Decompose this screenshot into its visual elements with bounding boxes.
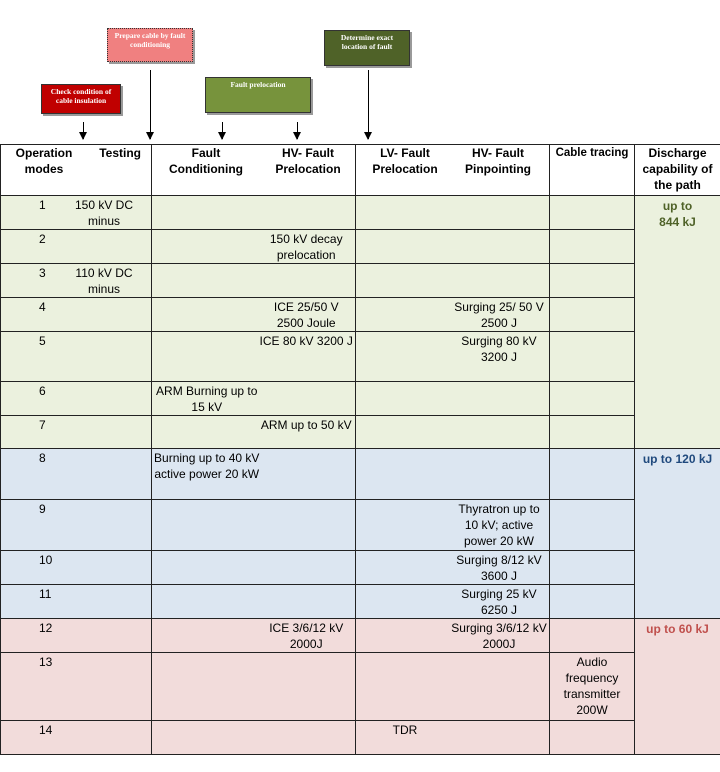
mode-testing-cell	[1, 585, 152, 619]
mode-testing-cell	[1, 551, 152, 585]
conditioning-prelocation-cell	[152, 382, 356, 416]
conditioning-prelocation-cell	[152, 721, 356, 755]
arrow-prelocation-left	[222, 122, 223, 139]
conditioning-prelocation-cell	[152, 416, 356, 449]
fault-conditioning-value	[154, 299, 259, 331]
lv-pinpointing-cell	[356, 382, 550, 416]
header-operation-modes: Operation modes	[15, 146, 73, 176]
conditioning-prelocation-cell	[152, 449, 356, 500]
table-row	[1, 196, 720, 230]
testing-value	[73, 722, 135, 738]
hv-prelocation-value: ICE 25/50 V 2500 Joule	[273, 300, 339, 330]
mode-number: 4	[39, 300, 46, 314]
testing-value: 150 kV DC minus	[74, 198, 134, 228]
testing-value	[73, 231, 135, 247]
fault-conditioning-value	[154, 231, 259, 263]
lv-pinpointing-cell	[356, 653, 550, 721]
conditioning-prelocation-cell	[152, 653, 356, 721]
lv-prelocation-value	[362, 586, 448, 618]
cable-tracing-value: Audio frequency transmitter 200W	[550, 653, 635, 721]
mode-testing-cell	[1, 264, 152, 298]
table-row	[1, 416, 720, 449]
table-row	[1, 332, 720, 382]
lv-pinpointing-cell	[356, 551, 550, 585]
header-modes-testing	[1, 145, 152, 196]
arrow-exact-location	[368, 70, 369, 139]
conditioning-prelocation-cell	[152, 500, 356, 551]
exact-location-callout: Determine exact location of fault	[324, 30, 410, 66]
conditioning-prelocation-cell	[152, 619, 356, 653]
conditioning-prelocation-cell	[152, 196, 356, 230]
mode-number: 13	[39, 655, 53, 669]
header-testing: Testing	[99, 146, 141, 160]
cable-tracing-value	[550, 196, 635, 230]
fault-prelocation-callout: Fault prelocation	[205, 77, 311, 113]
table-row	[1, 653, 720, 721]
prepare-cable-callout: Prepare cable by fault conditioning	[107, 28, 193, 62]
mode-testing-cell	[1, 449, 152, 500]
table-row	[1, 551, 720, 585]
hv-pinpointing-value	[451, 722, 547, 738]
table-row	[1, 585, 720, 619]
hv-prelocation-value	[259, 450, 353, 482]
testing-value	[73, 586, 135, 602]
lv-pinpointing-cell	[356, 196, 550, 230]
conditioning-prelocation-cell	[152, 298, 356, 332]
discharge-blue-value: up to 120 kJ	[635, 449, 720, 619]
mode-number: 11	[39, 587, 52, 601]
lv-pinpointing-cell	[356, 619, 550, 653]
testing-value	[73, 552, 135, 568]
header-fault-conditioning: Fault Conditioning	[169, 146, 243, 176]
mode-number: 9	[39, 502, 46, 516]
testing-value	[73, 383, 135, 399]
cable-tracing-value	[550, 298, 635, 332]
testing-value	[73, 299, 135, 315]
mode-testing-cell	[1, 721, 152, 755]
header-hv-pinpointing: HV- Fault Pinpointing	[465, 146, 531, 176]
cable-tracing-value	[550, 721, 635, 755]
hv-pinpointing-value: Surging 3/6/12 kV 2000J	[451, 621, 547, 651]
conditioning-prelocation-cell	[152, 551, 356, 585]
mode-number: 10	[39, 553, 53, 567]
mode-testing-cell	[1, 500, 152, 551]
lv-prelocation-value: TDR	[392, 723, 418, 737]
hv-prelocation-value: ARM up to 50 kV	[260, 418, 352, 432]
cable-tracing-value	[550, 551, 635, 585]
mode-number: 8	[39, 451, 46, 465]
lv-pinpointing-cell	[356, 500, 550, 551]
check-insulation-callout: Check condition of cable insulation	[41, 84, 121, 114]
cable-tracing-value	[550, 416, 635, 449]
operation-modes-table	[0, 144, 720, 755]
hv-pinpointing-value: Thyratron up to 10 kV; active power 20 kW	[458, 502, 540, 548]
header-conditioning-prelocation	[152, 145, 356, 196]
conditioning-prelocation-cell	[152, 264, 356, 298]
cable-tracing-value	[550, 585, 635, 619]
hv-prelocation-value	[259, 383, 353, 415]
lv-pinpointing-cell	[356, 332, 550, 382]
testing-value	[73, 333, 135, 349]
mode-testing-cell	[1, 382, 152, 416]
cable-tracing-value	[550, 500, 635, 551]
hv-pinpointing-value: Surging 80 kV 3200 J	[461, 334, 537, 364]
cable-tracing-value	[550, 230, 635, 264]
lv-pinpointing-cell	[356, 298, 550, 332]
hv-prelocation-value: ICE 3/6/12 kV 2000J	[269, 621, 344, 651]
lv-pinpointing-cell	[356, 449, 550, 500]
mode-testing-cell	[1, 230, 152, 264]
mode-testing-cell	[1, 298, 152, 332]
table-row	[1, 230, 720, 264]
cable-tracing-value	[550, 382, 635, 416]
mode-number: 2	[39, 232, 46, 246]
header-lv-prelocation: LV- Fault Prelocation	[372, 146, 438, 176]
mode-number: 7	[39, 418, 46, 432]
fault-conditioning-value	[154, 620, 259, 652]
hv-prelocation-value: ICE 80 kV 3200 J	[259, 334, 353, 348]
discharge-green-value: up to 844 kJ	[635, 196, 720, 449]
lv-prelocation-value	[362, 552, 448, 584]
header-lv-hv-pinpoint	[356, 145, 550, 196]
fault-conditioning-value	[154, 417, 259, 433]
mode-number: 3	[39, 266, 46, 280]
table-header-row	[1, 145, 720, 196]
mode-number: 1	[39, 198, 46, 212]
table-row	[1, 298, 720, 332]
cable-tracing-value	[550, 619, 635, 653]
testing-value: 110 kV DC minus	[75, 266, 133, 296]
conditioning-prelocation-cell	[152, 332, 356, 382]
lv-pinpointing-cell	[356, 416, 550, 449]
arrow-fault-conditioning	[150, 70, 151, 139]
table-row	[1, 721, 720, 755]
table-row	[1, 500, 720, 551]
mode-number: 6	[39, 384, 46, 398]
cable-tracing-value	[550, 332, 635, 382]
table-row	[1, 382, 720, 416]
hv-prelocation-value: 150 kV decay prelocation	[269, 232, 343, 262]
fault-conditioning-value: ARM Burning up to 15 kV	[156, 384, 258, 414]
arrow-testing	[83, 122, 84, 139]
mode-testing-cell	[1, 653, 152, 721]
testing-value	[73, 501, 135, 517]
hv-pinpointing-value: Surging 25/ 50 V 2500 J	[454, 300, 544, 330]
cable-tracing-value	[550, 264, 635, 298]
table-row	[1, 619, 720, 653]
conditioning-prelocation-cell	[152, 585, 356, 619]
mode-testing-cell	[1, 416, 152, 449]
cable-tracing-value	[550, 449, 635, 500]
hv-pinpointing-value: Surging 8/12 kV 3600 J	[456, 553, 542, 583]
table-row	[1, 449, 720, 500]
mode-testing-cell	[1, 332, 152, 382]
conditioning-prelocation-cell	[152, 230, 356, 264]
mode-testing-cell	[1, 619, 152, 653]
lv-prelocation-value	[362, 299, 448, 331]
mode-testing-cell	[1, 196, 152, 230]
testing-value	[73, 417, 135, 433]
lv-prelocation-value	[362, 333, 448, 365]
header-discharge: Discharge capability of the path	[635, 145, 720, 196]
fault-conditioning-value: Burning up to 40 kV active power 20 kW	[154, 451, 260, 481]
discharge-red-value: up to 60 kJ	[635, 619, 720, 755]
lv-prelocation-value	[362, 620, 448, 652]
hv-pinpointing-value: Surging 25 kV 6250 J	[461, 587, 537, 617]
testing-value	[73, 654, 135, 670]
header-hv-prelocation: HV- Fault Prelocation	[275, 146, 341, 176]
lv-prelocation-value	[362, 501, 448, 549]
table-row	[1, 264, 720, 298]
arrow-prelocation-right	[297, 122, 298, 139]
fault-conditioning-value	[154, 333, 259, 349]
header-cable-tracing: Cable tracing	[550, 145, 635, 196]
mode-number: 5	[39, 334, 46, 348]
lv-pinpointing-cell	[356, 585, 550, 619]
mode-number: 12	[39, 621, 53, 635]
lv-pinpointing-cell	[356, 721, 550, 755]
testing-value	[73, 620, 135, 636]
lv-pinpointing-cell	[356, 264, 550, 298]
lv-pinpointing-cell	[356, 230, 550, 264]
testing-value	[73, 450, 135, 466]
mode-number: 14	[39, 723, 53, 737]
